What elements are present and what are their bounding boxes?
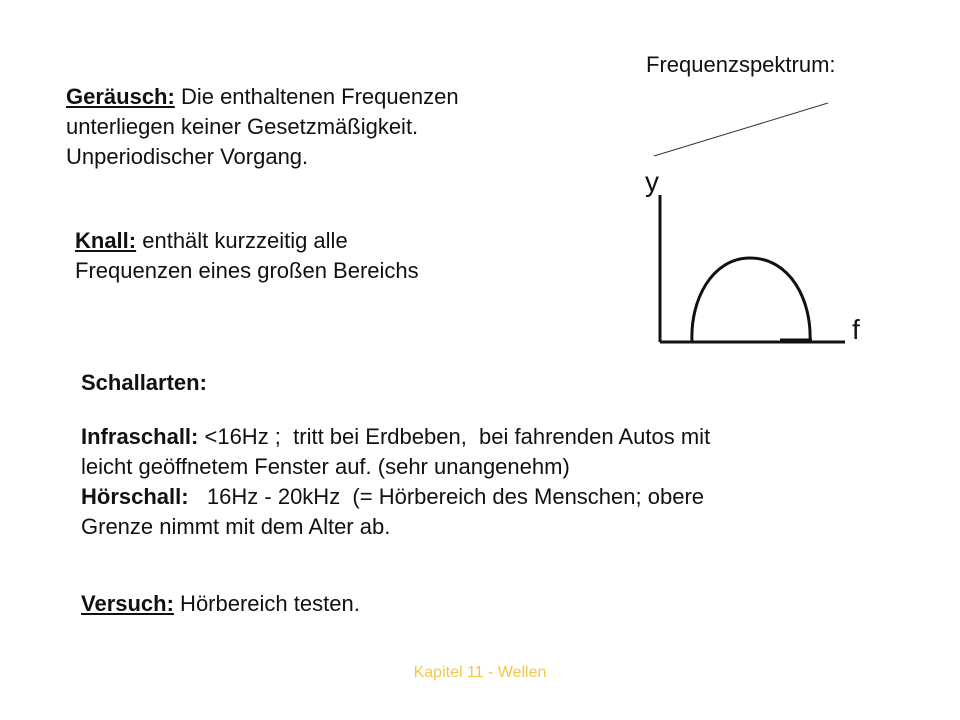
geraeusch-term: Geräusch: — [66, 84, 175, 109]
versuch-term: Versuch: — [81, 591, 174, 616]
hoerschall-line1: 16Hz - 20kHz (= Hörbereich des Menschen; obere — [188, 484, 705, 509]
schallarten-heading: Schallarten: — [81, 370, 207, 395]
geraeusch-block — [66, 82, 626, 172]
geraeusch-line3: Unperiodischer Vorgang. — [66, 144, 309, 169]
schallarten-list — [81, 422, 901, 542]
spectrum-curve — [692, 258, 810, 342]
versuch-text: Hörbereich testen. — [173, 591, 360, 616]
hoerschall-term: Hörschall: — [81, 484, 189, 509]
infraschall-term: Infraschall: — [81, 424, 199, 449]
knall-block — [75, 226, 615, 286]
infraschall-line2: leicht geöffnetem Fenster auf. (sehr unangenehm) — [81, 454, 570, 479]
f-axis-label: f — [852, 314, 860, 345]
geraeusch-line1: Die enthaltenen Frequenzen — [174, 84, 459, 109]
hoerschall-line2: Grenze nimmt mit dem Alter ab. — [81, 514, 391, 539]
pointer-line — [654, 103, 828, 156]
geraeusch-line2: unterliegen keiner Gesetzmäßigkeit. — [66, 114, 419, 139]
spectrum-title: Frequenzspektrum: — [646, 52, 836, 77]
versuch-block — [81, 589, 360, 619]
knall-line1: enthält kurzzeitig alle — [136, 228, 348, 253]
knall-line2: Frequenzen eines großen Bereichs — [75, 258, 419, 283]
footer-chapter: Kapitel 11 - Wellen — [413, 664, 547, 681]
y-axis-label: y — [645, 166, 659, 197]
knall-term: Knall: — [75, 228, 137, 253]
infraschall-line1: <16Hz ; tritt bei Erdbeben, bei fahrenden Autos mit — [198, 424, 711, 449]
